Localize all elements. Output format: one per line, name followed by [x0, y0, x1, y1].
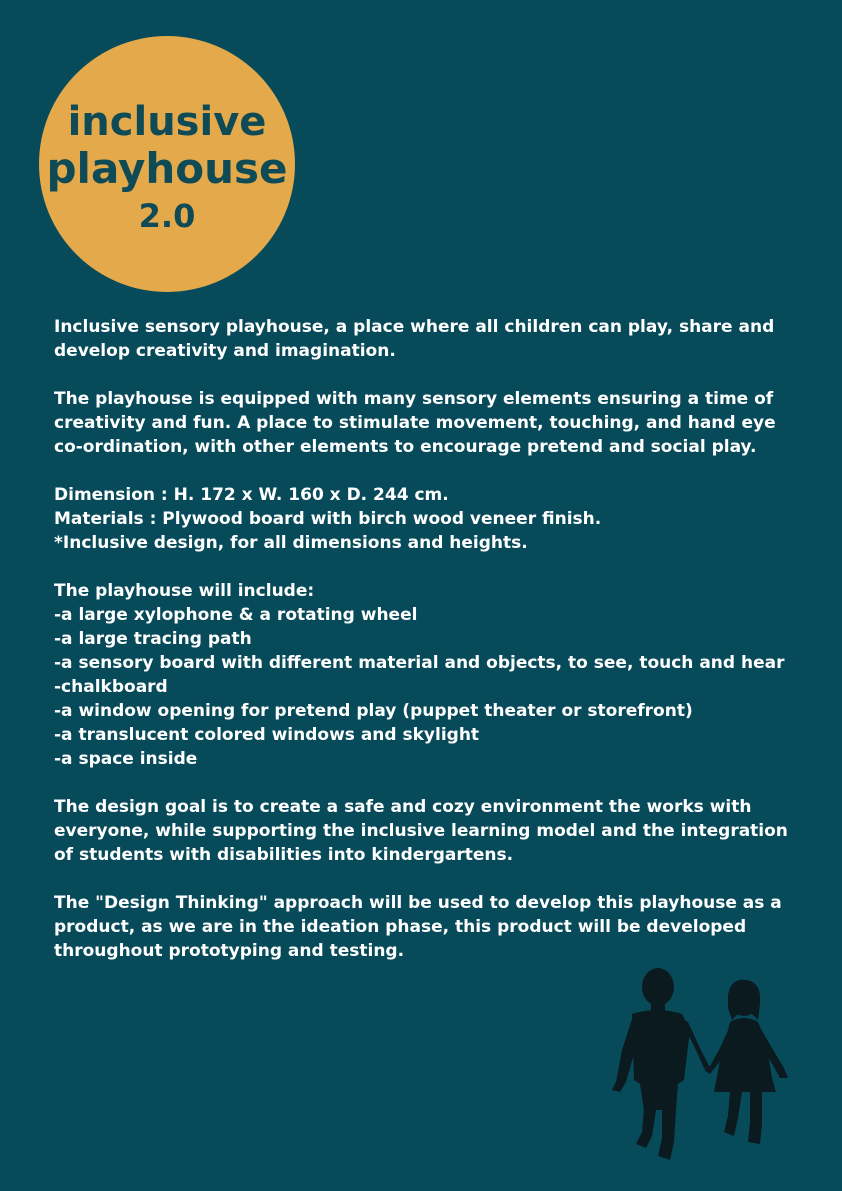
text-line: Inclusive sensory playhouse, a place where all children can play, share and — [54, 317, 775, 337]
boy-left-leg-shape — [636, 1108, 656, 1148]
text-line: of students with disabilities into kindergartens. — [54, 845, 514, 865]
paragraph-features-list — [54, 579, 794, 771]
badge-title-line-2: playhouse — [46, 144, 288, 193]
list-item: -a sensory board with different material and objects, to see, touch and hear — [54, 653, 785, 673]
text-line: everyone, while supporting the inclusive learning model and the integration — [54, 821, 788, 841]
boy-head-shape — [642, 968, 674, 1006]
badge-version: 2.0 — [138, 197, 196, 235]
badge-title-line-1: inclusive — [67, 99, 267, 145]
boy-body-shape — [632, 1010, 690, 1110]
list-item: -a space inside — [54, 749, 198, 769]
list-item: -a translucent colored windows and skylight — [54, 725, 480, 745]
girl-left-leg-shape — [724, 1090, 742, 1136]
title-badge — [39, 36, 295, 292]
text-line: The design goal is to create a safe and cozy environment the works with — [54, 797, 752, 817]
boy-right-leg-shape — [658, 1108, 676, 1160]
paragraph-design-thinking — [54, 891, 794, 963]
dimension-line: Dimension : H. 172 x W. 160 x D. 244 cm. — [54, 485, 449, 505]
paragraph-intro — [54, 315, 794, 363]
children-holding-hands-silhouette-icon — [600, 960, 800, 1165]
text-line: product, as we are in the ideation phase, this product will be developed — [54, 917, 747, 937]
inclusive-note-line: *Inclusive design, for all dimensions and heights. — [54, 533, 528, 553]
paragraph-specs — [54, 483, 794, 555]
list-item: -chalkboard — [54, 677, 168, 697]
materials-line: Materials : Plywood board with birch wood veneer finish. — [54, 509, 602, 529]
list-item: -a large xylophone & a rotating wheel — [54, 605, 418, 625]
paragraph-sensory — [54, 387, 794, 459]
list-item: -a window opening for pretend play (puppet theater or storefront) — [54, 701, 693, 721]
text-line: creativity and fun. A place to stimulate movement, touching, and hand eye — [54, 413, 776, 433]
list-item: -a large tracing path — [54, 629, 252, 649]
description-text — [54, 315, 794, 987]
girl-right-leg-shape — [748, 1090, 762, 1144]
text-line: develop creativity and imagination. — [54, 341, 396, 361]
text-line: co-ordination, with other elements to encourage pretend and social play. — [54, 437, 757, 457]
list-heading: The playhouse will include: — [54, 581, 315, 601]
paragraph-design-goal — [54, 795, 794, 867]
text-line: The playhouse is equipped with many sensory elements ensuring a time of — [54, 389, 774, 409]
text-line: The "Design Thinking" approach will be used to develop this playhouse as a — [54, 893, 782, 913]
text-line: throughout prototyping and testing. — [54, 941, 405, 961]
